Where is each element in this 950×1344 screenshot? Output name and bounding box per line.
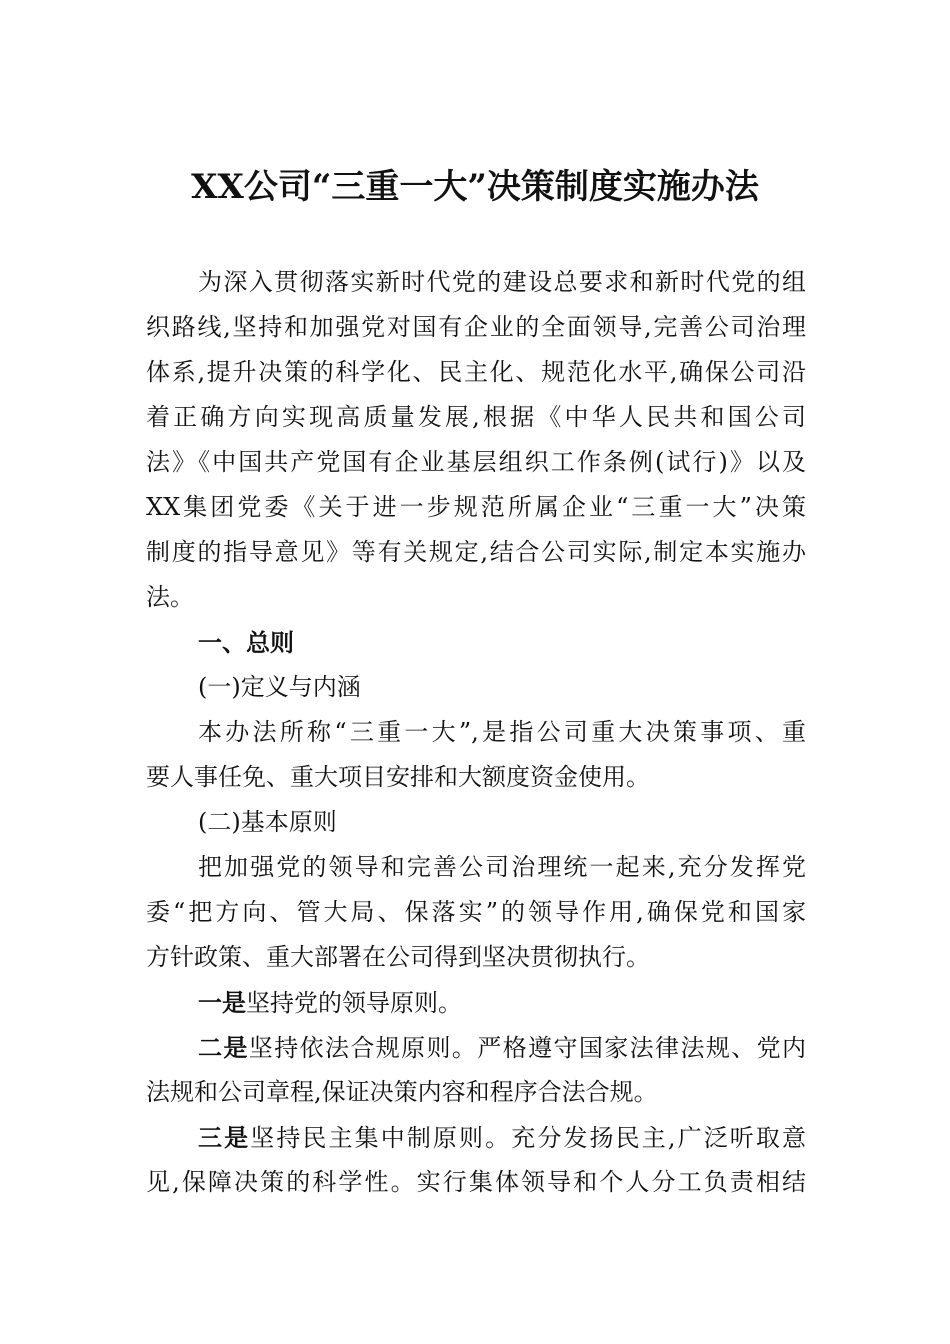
principle-3-text: 坚持民主集中制原则。充分发扬民主,广泛听取意: [250, 1124, 806, 1152]
principle-3-line2: 见,保障决策的科学性。实行集体领导和个人分工负责相结: [146, 1168, 806, 1196]
principle-2-lead: 二是: [198, 1033, 249, 1062]
intro-line: XX集团党委《关于进一步规范所属企业“三重一大”决策: [146, 493, 806, 521]
document-body: [146, 260, 806, 1205]
intro-line: 着正确方向实现高质量发展,根据《中华人民共和国公司: [146, 403, 806, 431]
definition-line: 本办法所称“三重一大”,是指公司重大决策事项、重: [198, 718, 806, 746]
subheading-definition: (一)定义与内涵: [198, 673, 361, 701]
document-title: XX公司“三重一大”决策制度实施办法: [191, 167, 759, 207]
principle-1-text: 坚持党的领导原则。: [246, 989, 462, 1017]
principles-line: 把加强党的领导和完善公司治理统一起来,充分发挥党: [198, 853, 806, 881]
principle-1: [146, 980, 806, 1025]
principle-1-lead: 一是: [198, 988, 246, 1017]
intro-line: 法》《中国共产党国有企业基层组织工作条例(试行)》以及: [146, 448, 806, 476]
principle-3-lead: 三是: [198, 1123, 251, 1152]
intro-line: 制度的指导意见》等有关规定,结合公司实际,制定本实施办: [146, 538, 806, 566]
intro-line: 为深入贯彻落实新时代党的建设总要求和新时代党的组: [198, 268, 806, 296]
principles-line: 方针政策、重大部署在公司得到坚决贯彻执行。: [146, 943, 650, 971]
principles-line: 委“把方向、管大局、保落实”的领导作用,确保党和国家: [146, 898, 806, 926]
intro-line: 体系,提升决策的科学化、民主化、规范化水平,确保公司沿: [146, 358, 806, 386]
intro-line: 法。: [146, 583, 194, 611]
principle-2-text: 坚持依法合规原则。严格遵守国家法律法规、党内: [248, 1034, 806, 1062]
section-heading-general: 一、总则: [198, 628, 294, 657]
principle-3: [146, 1115, 806, 1160]
principle-2: [146, 1025, 806, 1070]
intro-line: 织路线,坚持和加强党对国有企业的全面领导,完善公司治理: [146, 313, 806, 341]
subheading-principles: (二)基本原则: [198, 808, 337, 836]
principle-2-line2: 法规和公司章程,保证决策内容和程序合法合规。: [146, 1078, 658, 1106]
definition-line: 要人事任免、重大项目安排和大额度资金使用。: [146, 763, 650, 791]
